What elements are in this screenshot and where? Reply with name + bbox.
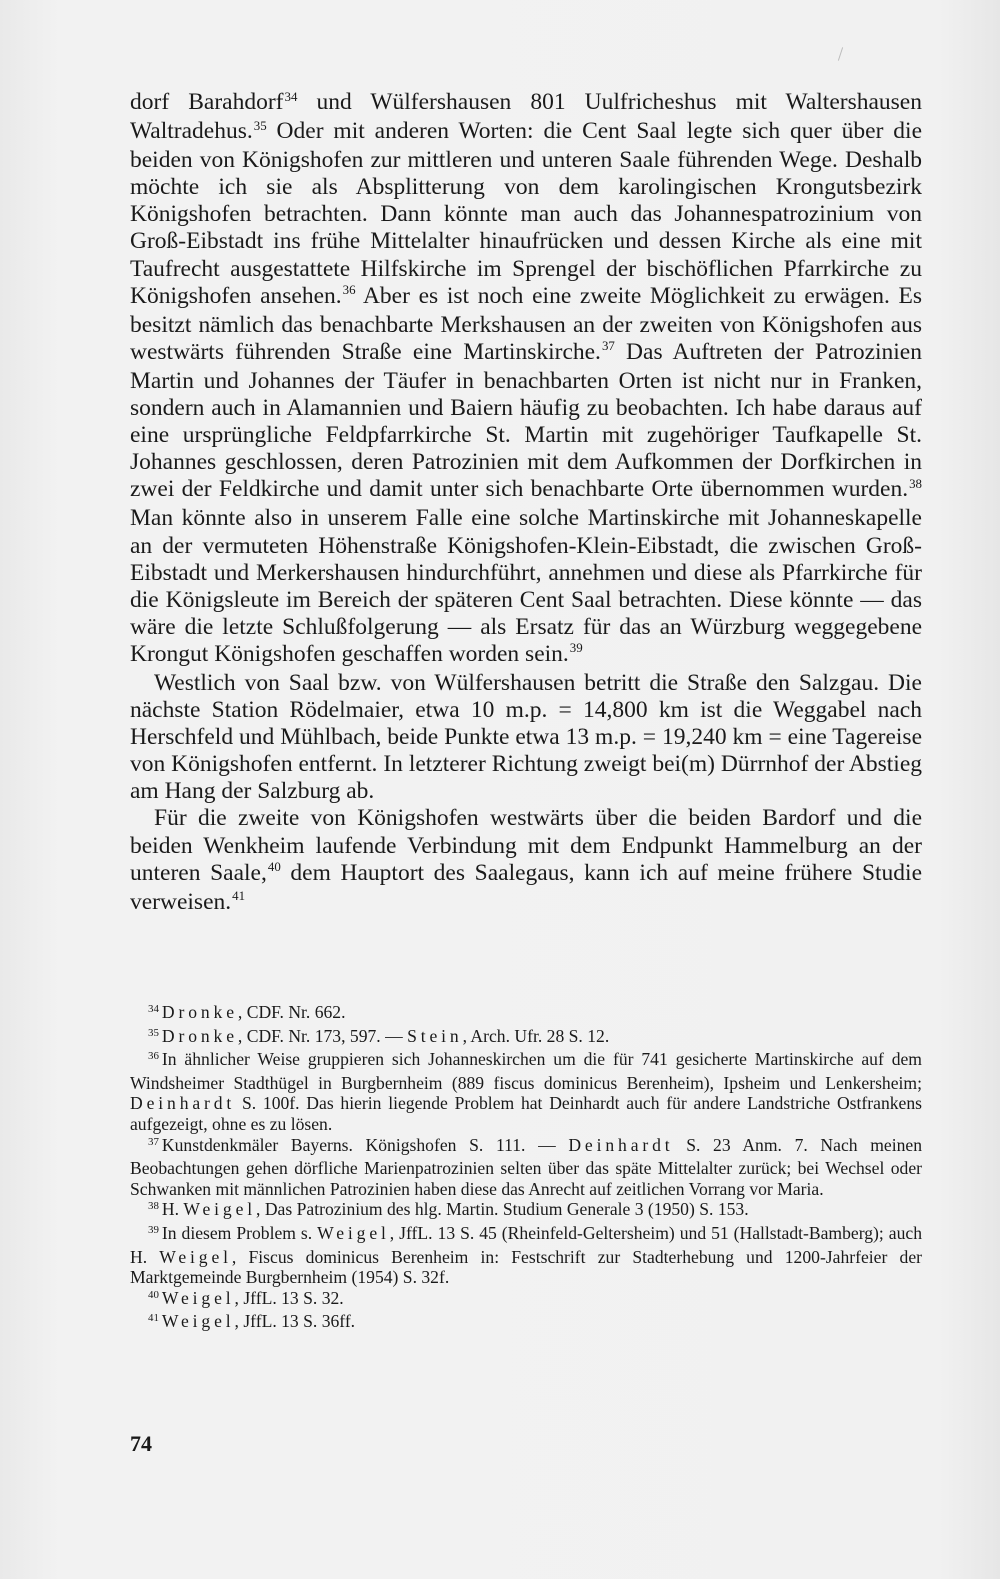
footnote-reference: 41 <box>232 888 246 904</box>
footnote <box>130 1002 922 1026</box>
text-run: , Fiscus dominicus Berenheim in: Festschrift zur Stadterhebung und 1200-Jahrfeier der Marktgemeinde Burgbernheim (1954) S. 32f. <box>130 1246 922 1288</box>
author-name: Deinhardt <box>130 1093 236 1114</box>
text-run: , JffL. 13 S. 32. <box>234 1287 344 1308</box>
body-text <box>130 89 922 918</box>
text-run: Westlich von Saal bzw. von Wülfershausen betritt die Straße den Salzgau. Die nächste Station Rödelmaier, etwa 10 m.p. = 14,800 km ist die Weggabel nach Herschfeld und Mühlbach, beide Punkte etwa 13 m.p. = 19,240 km = eine Tagereise von Königshofen entfernt. In letzterer Richtung zweigt bei(m) Dürrnhof der Abstieg am Hang der Salzburg ab. <box>130 669 922 805</box>
author-name: Deinhardt <box>568 1134 674 1155</box>
text-run: Das Auftreten der Patrozinien Martin und Johannes der Täufer in benachbarten Orten ist nicht nur in Franken, sondern auch in Alamannien und Baiern häufig zu beobachten. Ich habe daraus auf eine ursprüngliche Feldpfarrkirche St. Martin mit zugehöriger Taufkapelle St. Johannes geschlossen, deren Patrozinien mit dem Aufkommen der Dorfkirchen in zwei der Feldkirche und damit unter sich benachbarte Orte übernommen wurden. <box>130 338 922 503</box>
text-run: Für die zweite von Königshofen westwärts über die beiden Bardorf und die beiden Wenkheim laufende Verbindung mit dem Endpunkt Hammelburg an der unteren Saale, <box>130 805 922 886</box>
paragraph <box>130 89 922 670</box>
footnote-reference: 38 <box>909 475 922 491</box>
text-run: In diesem Problem s. <box>161 1222 318 1243</box>
author-name: Dronke <box>161 1002 238 1022</box>
text-run: Aber es ist noch eine zweite Möglichkeit zu erwägen. Es besitzt nämlich das benachbarte Merkshausen an der zweiten von Königshofen aus westwärts führenden Straße eine Martinskirche. <box>130 282 922 365</box>
footnote-reference: 37 <box>601 338 615 354</box>
footnote-reference: 34 <box>284 88 298 104</box>
text-run: dem Hauptort des Saalegaus, kann ich auf meine frühere Studie verweisen. <box>130 859 923 915</box>
text-run: , JffL. 13 S. 45 (Rheinfeld-Geltersheim) und 51 (Hallstadt-Bamberg); auch H. <box>130 1222 922 1267</box>
text-run: Oder mit anderen Worten: die Cent Saal legte sich quer über die beiden von Königshofen zur mittleren und unteren Saale führenden Wege. Deshalb möchte ich sie als Absplitterung von dem karolingischen Krongutsbezirk Königshofen betrachten. Dann könnte man auch das Johannespatrozinium von Groß-Eibstadt ins frühe Mittelalter hinaufrücken und dessen Kirche als eine mit Taufrecht ausgestattete Hilfskirche im Sprengel der bischöflichen Pfarrkirche zu Königshofen ansehen. <box>130 118 922 309</box>
author-name: Weigel <box>183 1199 257 1220</box>
footnote-number: 37 <box>148 1135 159 1148</box>
footnote-number: 39 <box>148 1223 159 1236</box>
page-number: 74 <box>130 1431 152 1456</box>
footnote <box>130 1311 922 1335</box>
page-mark <box>838 47 843 61</box>
footnote-reference: 36 <box>342 282 356 298</box>
author-name: Stein <box>407 1025 463 1046</box>
footnote-number: 41 <box>148 1312 159 1325</box>
footnote-number: 34 <box>148 1003 159 1015</box>
footnote-number: 38 <box>148 1200 159 1213</box>
text-run: und Wülfershausen 801 Uulfricheshus mit Waltershausen Waltradehus. <box>130 89 922 145</box>
paragraph <box>130 670 922 805</box>
footnote <box>130 1288 922 1312</box>
footnote-reference: 40 <box>267 859 281 875</box>
paragraph <box>130 805 922 917</box>
text-run: , Arch. Ufr. 28 S. 12. <box>462 1025 610 1046</box>
footnote-number: 35 <box>148 1026 159 1039</box>
footnote <box>130 1223 922 1288</box>
author-name: Weigel <box>159 1246 232 1267</box>
footnote-number: 40 <box>148 1288 159 1301</box>
footnote <box>130 1026 922 1050</box>
footnote-reference: 39 <box>569 640 583 656</box>
footnote <box>130 1199 922 1223</box>
footnote <box>130 1049 922 1134</box>
text-run: , CDF. Nr. 662. <box>237 1002 346 1022</box>
text-run: , JffL. 13 S. 36ff. <box>234 1311 356 1332</box>
text-run: S. 23 Anm. 7. Nach meinen Beobachtungen gehen dörfliche Marienpatrozinien selten über das späte Mittelalter zurück; bei Wechsel oder Schwanken mit männlichen Patrozinien haben diese das Anrecht auf zeitlichen Vorrang vor Maria. <box>130 1134 922 1199</box>
text-run: , CDF. Nr. 173, 597. — <box>237 1025 408 1046</box>
author-name: Weigel <box>161 1287 235 1308</box>
text-run: Kunstdenkmäler Bayerns. Königshofen S. 111. — <box>161 1134 569 1155</box>
text-run: H. <box>161 1199 184 1220</box>
author-name: Weigel <box>317 1222 390 1243</box>
text-run: Man könnte also in unserem Falle eine solche Martinskirche mit Johanneskapelle an der vermuteten Höhenstraße Königshofen-Klein-Eibstadt, die zwischen Groß-Eibstadt und Merkershausen hindurchführt, annehmen und diese als Pfarrkirche für die Königsleute im Bereich der späteren Cent Saal betrachten. Diese könnte — das wäre die letzte Schlußfolgerung — als Ersatz für das an Würzburg weggegebene Krongut Königshofen geschaffen worden sein. <box>130 505 922 667</box>
author-name: Weigel <box>161 1311 235 1332</box>
author-name: Dronke <box>161 1025 238 1046</box>
footnote-reference: 35 <box>253 117 267 133</box>
text-run: dorf Barahdorf <box>130 89 284 115</box>
text-run: , Das Patrozinium des hlg. Martin. Studium Generale 3 (1950) S. 153. <box>256 1199 749 1220</box>
footnote-number: 36 <box>148 1050 159 1063</box>
text-run: In ähnlicher Weise gruppieren sich Johanneskirchen um die für 741 gesicherte Martinskirche auf dem Windsheimer Stadthügel in Burgbernheim (889 fiscus dominicus Berenheim), Ipsheim und Lenkersheim; <box>130 1049 922 1093</box>
footnotes <box>130 1002 922 1335</box>
text-run: S. 100f. Das hierin liegende Problem hat Deinhardt auch für andere Landstriche Ostfrankens aufgezeigt, ohne es zu lösen. <box>130 1093 922 1134</box>
footnote <box>130 1135 922 1200</box>
